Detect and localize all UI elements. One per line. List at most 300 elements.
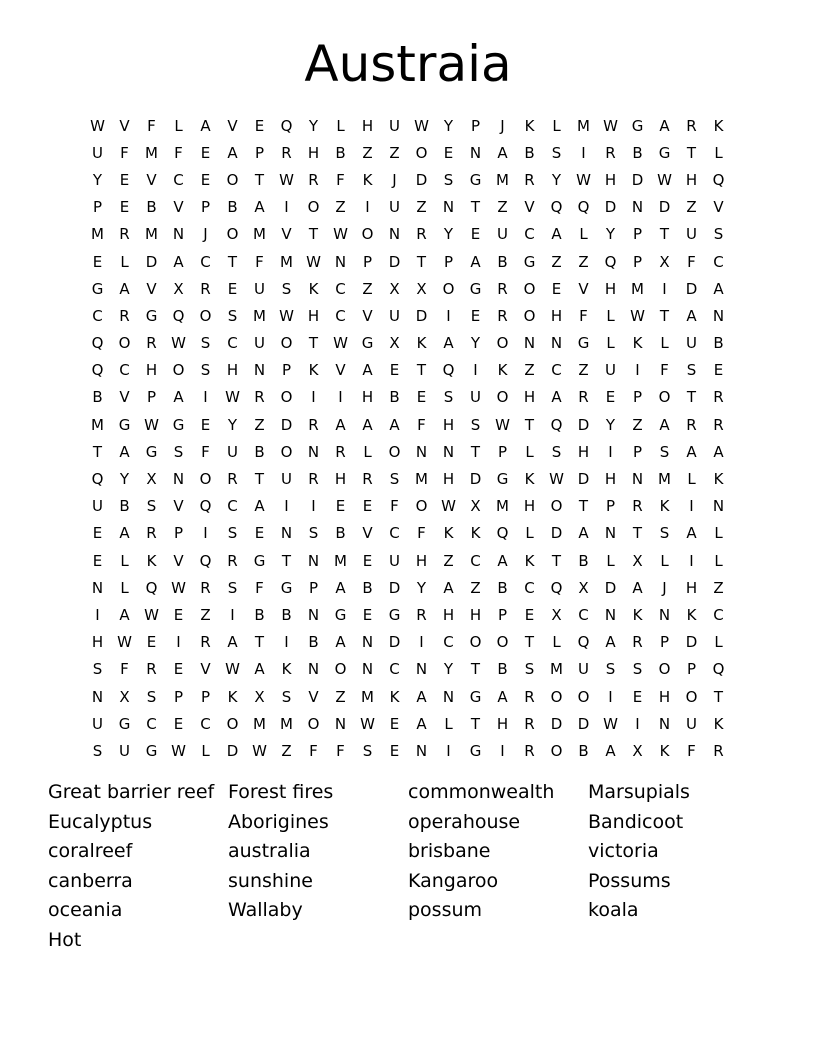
grid-letter: S [443,170,454,189]
grid-letter: K [416,334,427,353]
word-list-item: Eucalyptus [48,810,153,833]
grid-letter: W [171,741,186,760]
grid-letter: G [469,687,482,706]
grid-letter: X [254,687,265,706]
grid-row [84,302,732,329]
grid-letter: N [307,442,320,461]
grid-letter: F [660,361,669,380]
grid-row [84,465,732,492]
grid-letter: O [334,660,347,679]
grid-letter: I [635,361,640,380]
grid-letter: C [524,225,535,244]
grid-row [84,194,732,221]
grid-row [84,411,732,438]
grid-letter: S [713,225,724,244]
grid-letter: Z [497,198,508,217]
grid-letter: B [713,334,724,353]
grid-row [84,248,732,275]
grid-letter: E [389,361,400,380]
grid-letter: Y [308,116,319,135]
grid-letter: E [335,497,346,516]
grid-letter: B [497,578,508,597]
grid-letter: E [362,605,373,624]
grid-letter: H [415,551,428,570]
grid-letter: D [550,714,563,733]
grid-letter: U [389,116,400,135]
grid-letter: G [145,741,158,760]
grid-letter: F [255,252,264,271]
grid-letter: A [686,442,697,461]
grid-letter: X [146,470,157,489]
grid-letter: L [336,116,345,135]
grid-letter: A [497,551,508,570]
grid-letter: O [658,388,671,407]
grid-letter: Z [578,361,589,380]
grid-letter: E [443,143,454,162]
grid-letter: Z [470,578,481,597]
grid-letter: I [203,524,208,543]
grid-letter: D [226,741,239,760]
grid-letter: Z [551,252,562,271]
grid-letter: E [92,252,103,271]
grid-letter: D [388,252,401,271]
grid-letter: N [523,334,536,353]
grid-letter: G [496,470,509,489]
grid-letter: R [308,470,319,489]
grid-letter: Q [550,198,563,217]
grid-letter: V [281,225,292,244]
grid-letter: Y [551,170,562,189]
grid-letter: E [92,551,103,570]
grid-letter: O [550,497,563,516]
grid-letter: I [284,198,289,217]
grid-letter: E [551,279,562,298]
grid-letter: H [523,497,536,516]
grid-letter: Z [416,198,427,217]
grid-letter: W [333,334,348,353]
grid-letter: T [524,415,535,434]
grid-letter: H [442,415,455,434]
grid-letter: G [145,306,158,325]
grid-letter: G [334,605,347,624]
grid-letter: G [118,415,131,434]
grid-letter: M [631,279,644,298]
grid-letter: N [91,687,104,706]
grid-letter: C [713,252,724,271]
grid-letter: W [225,660,240,679]
grid-letter: K [281,660,292,679]
grid-letter: M [145,143,158,162]
grid-letter: J [500,116,505,135]
word-list-item: australia [228,840,311,863]
grid-letter: E [119,170,130,189]
grid-letter: V [227,116,238,135]
grid-letter: C [146,714,157,733]
grid-row [84,438,732,465]
grid-letter: O [469,633,482,652]
grid-letter: N [91,578,104,597]
grid-letter: O [550,741,563,760]
grid-letter: L [552,633,561,652]
grid-letter: N [658,605,671,624]
grid-letter: K [146,551,157,570]
grid-letter: C [173,170,184,189]
grid-letter: K [470,524,481,543]
grid-letter: X [659,252,670,271]
grid-letter: D [604,578,617,597]
grid-letter: K [632,605,643,624]
grid-letter: Z [443,551,454,570]
grid-letter: I [689,551,694,570]
grid-letter: O [496,633,509,652]
grid-letter: P [605,497,616,516]
grid-letter: A [227,633,238,652]
grid-letter: N [361,660,374,679]
grid-letter: W [576,170,591,189]
grid-letter: T [308,225,319,244]
grid-letter: L [525,524,534,543]
grid-letter: U [605,361,616,380]
grid-letter: F [390,497,399,516]
grid-letter: R [497,306,508,325]
grid-letter: X [389,334,400,353]
grid-letter: H [658,687,671,706]
grid-letter: V [524,198,535,217]
grid-letter: G [280,578,293,597]
grid-letter: M [253,306,266,325]
grid-letter: N [415,442,428,461]
grid-letter: Q [577,198,590,217]
grid-row [84,275,732,302]
grid-letter: C [551,361,562,380]
grid-letter: E [389,714,400,733]
grid-letter: U [497,225,508,244]
grid-letter: B [146,198,157,217]
grid-letter: K [713,470,724,489]
grid-letter: S [227,306,238,325]
word-list [48,778,768,956]
grid-letter: N [442,687,455,706]
grid-letter: S [632,660,643,679]
grid-letter: Z [632,415,643,434]
grid-letter: E [362,497,373,516]
grid-letter: H [496,714,509,733]
grid-letter: S [389,470,400,489]
grid-letter: C [335,279,346,298]
grid-letter: X [578,578,589,597]
grid-letter: X [416,279,427,298]
grid-letter: C [578,605,589,624]
grid-letter: R [524,741,535,760]
grid-letter: P [632,252,643,271]
grid-letter: W [171,334,186,353]
grid-letter: L [660,551,669,570]
grid-letter: S [551,442,562,461]
grid-letter: A [389,415,400,434]
grid-letter: D [388,633,401,652]
grid-letter: E [362,551,373,570]
grid-letter: K [632,334,643,353]
grid-letter: F [336,170,345,189]
grid-letter: G [469,279,482,298]
grid-letter: X [632,551,643,570]
grid-letter: R [524,714,535,733]
grid-letter: N [172,470,185,489]
grid-letter: B [335,524,346,543]
grid-letter: R [200,279,211,298]
grid-letter: H [442,470,455,489]
grid-letter: R [416,225,427,244]
grid-letter: R [308,170,319,189]
grid-row [84,547,732,574]
grid-row [84,574,732,601]
grid-letter: Y [470,334,481,353]
grid-letter: F [687,741,696,760]
grid-letter: I [230,605,235,624]
grid-letter: L [120,252,129,271]
grid-letter: N [253,361,266,380]
grid-letter: Q [604,252,617,271]
grid-letter: L [201,741,210,760]
word-list-item: Wallaby [228,899,303,922]
grid-letter: A [416,714,427,733]
grid-letter: N [388,225,401,244]
grid-letter: K [389,687,400,706]
grid-row [84,357,732,384]
grid-letter: O [280,388,293,407]
grid-letter: P [308,578,319,597]
grid-letter: V [173,198,184,217]
grid-row [84,520,732,547]
grid-row [84,656,732,683]
grid-letter: N [604,605,617,624]
grid-letter: R [605,143,616,162]
grid-letter: F [147,116,156,135]
grid-letter: W [360,714,375,733]
grid-letter: A [335,415,346,434]
grid-letter: R [524,687,535,706]
grid-letter: E [119,198,130,217]
grid-letter: A [578,524,589,543]
grid-letter: R [497,279,508,298]
grid-letter: R [524,170,535,189]
grid-letter: D [388,578,401,597]
grid-letter: W [117,633,132,652]
grid-letter: T [416,361,427,380]
grid-row [84,710,732,737]
grid-letter: H [685,170,698,189]
grid-letter: A [470,252,481,271]
grid-letter: A [254,660,265,679]
grid-letter: B [281,605,292,624]
grid-letter: M [361,687,374,706]
grid-letter: X [632,741,643,760]
grid-letter: E [254,116,265,135]
grid-letter: W [225,388,240,407]
grid-letter: U [281,470,292,489]
word-list-item: Possums [588,869,671,892]
grid-letter: I [311,388,316,407]
grid-letter: A [119,442,130,461]
grid-letter: C [389,660,400,679]
grid-letter: I [338,388,343,407]
grid-letter: F [687,252,696,271]
grid-letter: O [523,279,536,298]
grid-letter: T [686,143,697,162]
grid-letter: H [307,306,320,325]
grid-letter: I [284,633,289,652]
grid-letter: Z [200,605,211,624]
grid-letter: S [146,497,157,516]
grid-letter: I [689,497,694,516]
word-list-item: Great barrier reef [48,781,215,803]
grid-letter: E [200,415,211,434]
grid-letter: P [659,633,670,652]
grid-row [84,493,732,520]
grid-letter: N [631,470,644,489]
grid-letter: I [446,306,451,325]
grid-letter: N [442,198,455,217]
grid-letter: L [606,306,615,325]
grid-letter: N [280,524,293,543]
grid-letter: C [227,497,238,516]
grid-letter: P [470,116,481,135]
grid-letter: U [389,551,400,570]
grid-letter: R [200,633,211,652]
grid-letter: Y [92,170,103,189]
grid-letter: N [631,198,644,217]
grid-letter: R [416,605,427,624]
grid-letter: W [90,116,105,135]
grid-letter: E [416,388,427,407]
grid-letter: R [686,415,697,434]
grid-letter: C [713,605,724,624]
grid-row [84,737,732,764]
grid-letter: L [714,551,723,570]
grid-letter: T [524,633,535,652]
grid-letter: I [500,741,505,760]
grid-letter: F [255,578,264,597]
word-list-item: coralreef [48,840,133,863]
grid-letter: T [470,442,481,461]
grid-letter: T [713,687,724,706]
grid-letter: R [335,442,346,461]
grid-letter: C [227,334,238,353]
grid-letter: A [659,116,670,135]
grid-letter: B [362,578,373,597]
grid-letter: F [309,741,318,760]
grid-letter: W [279,170,294,189]
grid-letter: F [174,143,183,162]
word-list-item: possum [408,899,483,922]
grid-letter: Z [254,415,265,434]
grid-letter: N [307,551,320,570]
grid-letter: P [686,660,697,679]
grid-letter: A [713,279,724,298]
grid-letter: W [630,306,645,325]
grid-letter: D [145,252,158,271]
grid-letter: I [581,143,586,162]
grid-letter: C [200,714,211,733]
grid-letter: A [173,252,184,271]
grid-letter: W [414,116,429,135]
grid-letter: Q [199,497,212,516]
grid-letter: R [281,143,292,162]
grid-letter: S [308,524,319,543]
grid-letter: F [417,524,426,543]
grid-letter: O [361,225,374,244]
grid-letter: S [443,388,454,407]
grid-letter: S [605,660,616,679]
grid-letter: I [176,633,181,652]
grid-letter: T [470,714,481,733]
grid-letter: C [335,306,346,325]
grid-letter: E [200,170,211,189]
grid-letter: L [579,225,588,244]
grid-letter: O [118,334,131,353]
grid-letter: A [335,633,346,652]
grid-letter: B [254,442,265,461]
grid-letter: Q [550,415,563,434]
grid-letter: O [388,442,401,461]
grid-letter: Y [416,578,427,597]
grid-letter: T [254,633,265,652]
grid-letter: R [578,388,589,407]
grid-letter: H [226,361,239,380]
grid-letter: U [254,279,265,298]
grid-letter: H [685,578,698,597]
grid-letter: E [146,633,157,652]
grid-letter: E [389,741,400,760]
grid-letter: D [577,415,590,434]
grid-row [84,112,732,139]
grid-letter: E [524,605,535,624]
grid-letter: L [714,524,723,543]
grid-letter: S [470,415,481,434]
grid-letter: Z [335,687,346,706]
grid-letter: T [227,252,238,271]
grid-letter: H [145,361,158,380]
grid-letter: D [415,170,428,189]
grid-letter: V [200,660,211,679]
word-list-item: Kangaroo [408,869,499,892]
grid-letter: I [635,714,640,733]
word-list-item: Bandicoot [588,810,684,833]
grid-letter: K [524,551,535,570]
grid-letter: Q [442,361,455,380]
grid-letter: O [577,687,590,706]
grid-row [84,221,732,248]
grid-letter: X [173,279,184,298]
grid-letter: Q [712,170,725,189]
grid-letter: O [226,170,239,189]
grid-row [84,629,732,656]
grid-letter: R [362,470,373,489]
grid-letter: S [659,524,670,543]
grid-letter: O [280,334,293,353]
grid-letter: C [92,306,103,325]
grid-letter: Y [443,116,454,135]
grid-letter: D [280,415,293,434]
grid-letter: T [686,388,697,407]
grid-letter: D [469,470,482,489]
grid-letter: V [146,170,157,189]
grid-letter: Q [91,334,104,353]
grid-letter: Y [119,470,130,489]
grid-letter: A [497,687,508,706]
grid-letter: P [443,252,454,271]
grid-letter: W [252,741,267,760]
